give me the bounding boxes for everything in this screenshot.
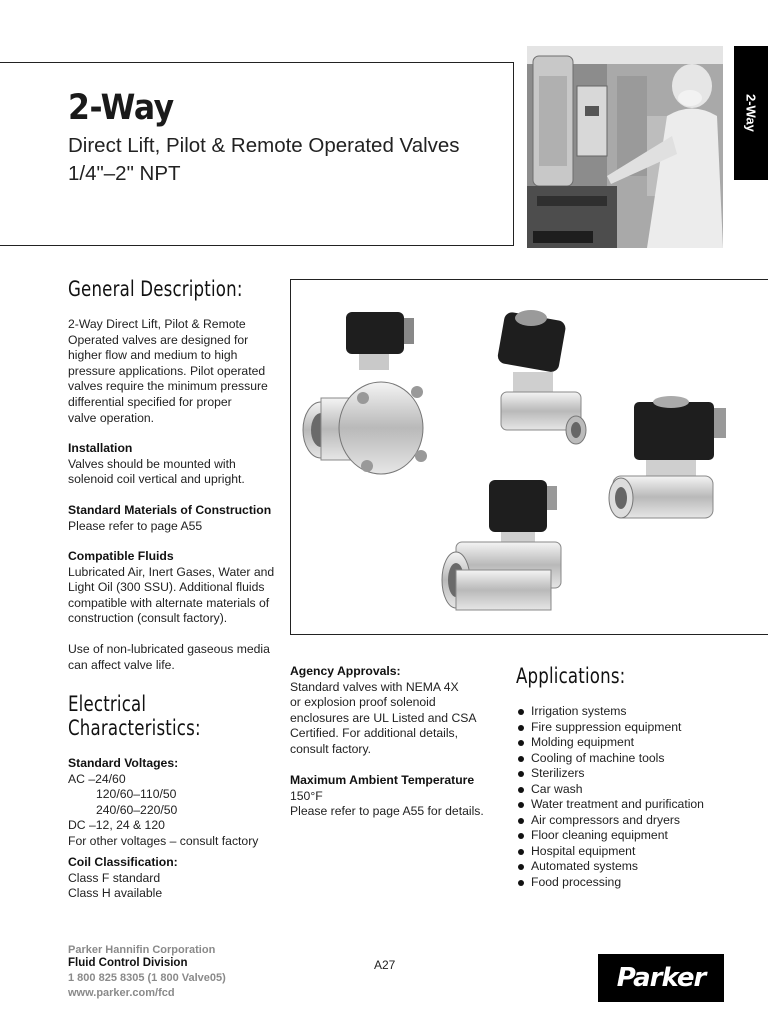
list-item: Floor cleaning equipment xyxy=(516,828,756,844)
text-line: can affect valve life. xyxy=(68,657,175,672)
text-line: Light Oil (300 SSU). Additional fluids xyxy=(68,580,265,595)
list-item: Water treatment and purification xyxy=(516,797,756,813)
text-line: 240/60–220/50 xyxy=(96,802,178,817)
text-line: or explosion proof solenoid xyxy=(290,695,436,710)
text-line: 150°F xyxy=(290,788,323,803)
applications-heading: Applications: xyxy=(516,664,626,688)
text-line: differential specified for proper xyxy=(68,394,232,409)
list-item: Hospital equipment xyxy=(516,844,756,860)
text-line: Class H available xyxy=(68,886,163,901)
list-item: Irrigation systems xyxy=(516,704,756,720)
list-item: Molding equipment xyxy=(516,735,756,751)
side-tab-label: 2-Way xyxy=(743,94,759,132)
text-line: Operated valves are designed for xyxy=(68,332,249,347)
fluids-heading: Compatible Fluids xyxy=(68,549,174,563)
electrical-heading xyxy=(68,692,201,740)
operator-photo xyxy=(527,46,723,248)
page-number: A27 xyxy=(374,958,396,972)
text-line: valve operation. xyxy=(68,410,155,425)
text-line: higher flow and medium to high xyxy=(68,348,238,363)
text-line: Please refer to page A55 xyxy=(68,518,203,533)
list-item: Food processing xyxy=(516,875,756,891)
temperature-heading: Maximum Ambient Temperature xyxy=(290,773,475,787)
page-subtitle-line2: 1/4"–2" NPT xyxy=(68,162,181,185)
voltages-heading: Standard Voltages: xyxy=(68,756,179,770)
page-subtitle-line1: Direct Lift, Pilot & Remote Operated Valves xyxy=(68,134,460,157)
footer-division: Fluid Control Division xyxy=(68,957,188,969)
text-line: compatible with alternate materials of xyxy=(68,595,270,610)
text-line: AC –24/60 xyxy=(68,771,126,786)
section-side-tab xyxy=(734,46,768,180)
footer-phone: 1 800 825 8305 (1 800 Valve05) xyxy=(68,972,226,984)
list-item: Cooling of machine tools xyxy=(516,751,756,767)
text-line: construction (consult factory). xyxy=(68,611,228,626)
text-line: valves require the minimum pressure xyxy=(68,379,268,394)
media-note xyxy=(68,642,288,673)
text-line: Use of non-lubricated gaseous media xyxy=(68,642,270,656)
materials-heading: Standard Materials of Construction xyxy=(68,503,272,517)
footer-website-link[interactable]: www.parker.com/fcd xyxy=(68,987,175,999)
text-line: Class F standard xyxy=(68,870,161,885)
list-item: Car wash xyxy=(516,782,756,798)
list-item: Automated systems xyxy=(516,859,756,875)
list-item: Air compressors and dryers xyxy=(516,813,756,829)
text-line: solenoid coil vertical and upright. xyxy=(68,472,245,487)
applications-list xyxy=(516,704,756,890)
agency-section xyxy=(290,664,500,758)
list-item: Fire suppression equipment xyxy=(516,720,756,736)
temperature-section xyxy=(290,773,510,820)
coil-section xyxy=(68,855,288,902)
text-line: consult factory. xyxy=(290,741,372,756)
text-line: DC –12, 24 & 120 xyxy=(68,818,165,833)
text-line: Standard valves with NEMA 4X xyxy=(290,679,459,694)
general-description-text xyxy=(68,317,283,426)
valve-3-image xyxy=(609,396,726,518)
text-line: Valves should be mounted with xyxy=(68,456,236,471)
valve-4-image xyxy=(442,480,561,610)
page-title: 2-Way xyxy=(68,88,174,128)
valve-product-image xyxy=(290,279,768,635)
footer-corporation: Parker Hannifin Corporation xyxy=(68,944,216,956)
operator-photo-illustration xyxy=(527,46,723,248)
installation-heading: Installation xyxy=(68,441,133,455)
general-description-heading: General Description: xyxy=(68,277,243,301)
text-line: Lubricated Air, Inert Gases, Water and xyxy=(68,564,275,579)
text-line: enclosures are UL Listed and CSA xyxy=(290,710,477,725)
list-item: Sterilizers xyxy=(516,766,756,782)
text-line: Certified. For additional details, xyxy=(290,726,459,741)
heading-line: Electrical xyxy=(68,692,147,716)
valve-1-image xyxy=(303,312,427,474)
installation-section xyxy=(68,441,288,488)
materials-section xyxy=(68,503,288,534)
agency-heading: Agency Approvals: xyxy=(290,664,401,678)
fluids-section xyxy=(68,549,288,627)
valve-2-image xyxy=(497,310,586,444)
coil-heading: Coil Classification: xyxy=(68,855,178,869)
heading-line: Characteristics: xyxy=(68,716,201,740)
parker-logo-text: Parker xyxy=(616,963,706,993)
voltages-section xyxy=(68,756,288,850)
text-line: For other voltages – consult factory xyxy=(68,833,259,848)
valve-illustrations xyxy=(291,280,768,634)
text-line: 2-Way Direct Lift, Pilot & Remote xyxy=(68,317,246,331)
text-line: Please refer to page A55 for details. xyxy=(290,804,484,819)
parker-logo xyxy=(598,954,724,1002)
text-line: 120/60–110/50 xyxy=(96,787,177,802)
text-line: pressure applications. Pilot operated xyxy=(68,363,266,378)
